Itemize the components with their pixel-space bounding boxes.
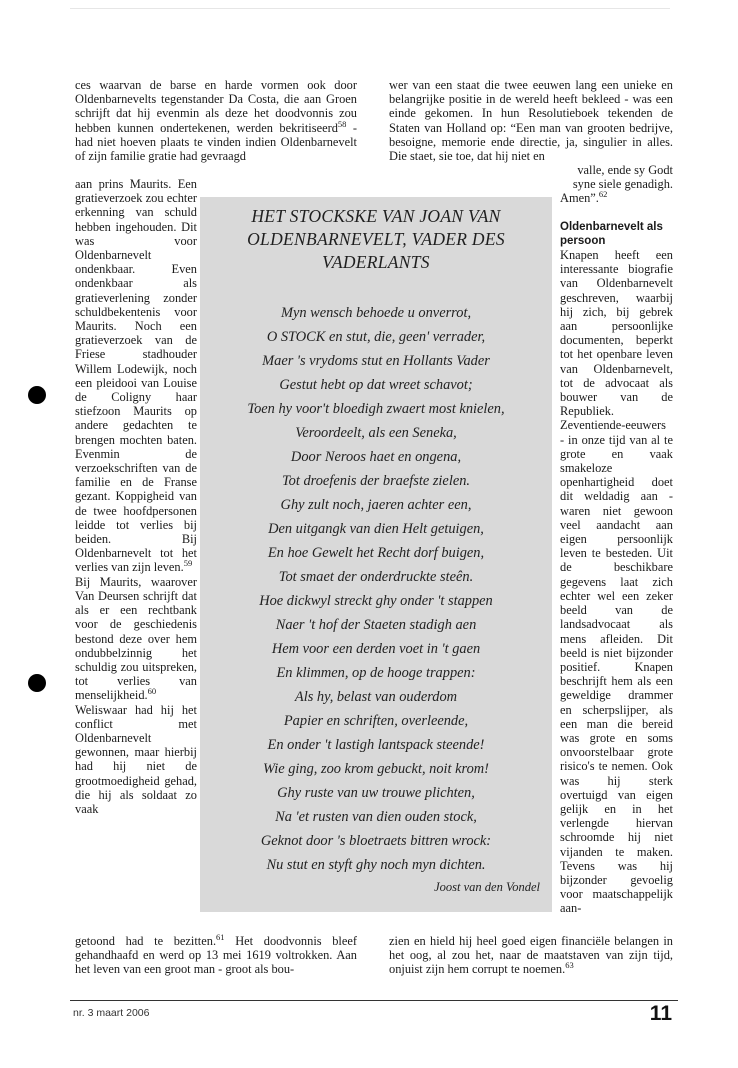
poem-lines (200, 301, 552, 877)
footnote-ref-61: 61 (216, 931, 225, 942)
poem-line: Ghy ruste van uw trouwe plichten, (277, 785, 475, 801)
poem-line: En klimmen, op de hooge trappen: (276, 665, 476, 681)
punch-hole (28, 386, 46, 404)
poem-line: Nu stut en styft ghy noch myn dichten. (266, 857, 486, 873)
poem-line: Na 'et rusten van dien ouden stock, (275, 809, 477, 825)
footnote-ref-62: 62 (598, 189, 608, 200)
top-edge-line (70, 8, 670, 9)
footnote-ref-63: 63 (565, 960, 574, 971)
poem-line: Ghy zult noch, jaeren achter een, (280, 497, 472, 513)
quote-end-line: valle, ende sy Godt (577, 163, 673, 177)
poem-line: Papier en schriften, overleende, (283, 713, 469, 729)
poem-line: Maer 's vrydoms stut en Hollants Vader (262, 353, 490, 369)
footnote-ref-58: 58 (337, 118, 347, 129)
poem-line: Geknot door 's bloetraets bittren wrock: (260, 833, 492, 849)
poem-line: Naer 't hof der Staeten stadigh aen (275, 617, 477, 633)
poem-author: Joost van den Vondel (434, 880, 540, 894)
poem-line: Myn wensch behoede u onverrot, (280, 305, 472, 321)
left-column-narrow (75, 177, 197, 816)
poem-line: Den uitgangk van dien Helt getuigen, (268, 521, 484, 537)
poem-line: Tot smaet der onderdruckte steên. (278, 569, 474, 585)
poem-title: HET STOCKSKE VAN JOAN VAN OLDENBARNEVELT, VADER DES VADERLANTS (247, 206, 505, 272)
footer-divider (70, 1000, 678, 1001)
right-column-narrow (560, 163, 673, 916)
poem-line: Tot droefenis der braefste zielen. (282, 473, 470, 489)
poem-line: En onder 't lastigh lantspack steende! (267, 737, 485, 753)
quote-end-line: syne siele genadigh. (572, 177, 673, 192)
punch-hole (28, 674, 46, 692)
poem-line: Wie ging, zoo krom gebuckt, noit krom! (263, 761, 489, 777)
issue-label: nr. 3 maart 2006 (73, 1007, 150, 1019)
bottom-left-text: getoond had te bezitten.$^{61}$ Het doodvonnis bleef gehandhaafd en werd op 13 mei 1619 voltrokken. Aan het leven van een groot man - groot als bou- (75, 931, 357, 977)
poem-line: Als hy, belast van ouderdom (294, 689, 458, 705)
right-column-top (389, 78, 673, 163)
poem-line: En hoe Gewelt het Recht dorf buigen, (267, 545, 485, 561)
paragraph-left-narrow: aan prins Maurits. Een gratieverzoek zou echter erkenning van schuld hebben ingehouden. Dit was voor Oldenbarnevelt ondenkbaar. Even ondenkbaar als gratieverlening zonder schuldbekentenis voor Maurits. Noch een gratieverzoek van de Friese stadhouder Willem Lodewijk, noch een pleidooi van Louise de Coligny haar stiefzoon Maurits op andere gedachten te brengen mochten baten. Evenmin de verzoekschriften van de familie en de Franse gezant. Koppigheid van de twee hoofdpersonen leidde tot verlies bij beiden. Bij Oldenbarnevelt tot het verlies van zijn leven.$^{59}$ (75, 177, 197, 575)
poem-line: Hoe dickwyl streckt ghy onder 't stappen (259, 593, 493, 609)
page-number: 11 (649, 1002, 672, 1025)
poem-line: Gestut hebt op dat wreet schavot; (279, 377, 473, 393)
poem-box (200, 197, 552, 912)
poem-line: O STOCK en stut, die, geen' verrader, (266, 329, 486, 345)
paragraph-left-top: ces waarvan de barse en harde vormen ook door Oldenbarnevelts tegenstander Da Costa, die aan Groen schrijft dat hij evenmin als deze het doodvonnis zou hebben kunnen ondertekenen, werden bekritiseerd$^{58}$ - had niet hoeven plaats te vinden indien Oldenbarnevelt of zijn familie gratie had gevraagd (75, 78, 357, 164)
left-column-top (75, 78, 357, 163)
paragraph-persoon: Knapen heeft een interessante biografie van Oldenbarnevelt geschreven, waarbij hij zich, bij gebrek aan persoonlijke documenten, beperkt tot het openbare leven van Oldenbarnevelt, tot de advocaat als bouwer van de Republiek. Zeventiende-eeuwers - in onze tijd van al te grote en vaak smakeloze openhartigheid doet dit weldadig aan - waren niet gewoon veel aandacht aan eigen persoonlijk leven te besteden. Uit de beschikbare gegevens laat zich echter wel een zeker beeld van de landsadvocaat als mens afleiden. Dit beeld is niet bijzonder positief. Knapen beschrijft hem als een geweldige drammer en scherpslijper, als een man die bereid was grote en soms onvoorstelbaar grote risico's te nemen. Ook was hij sterk overtuigd van eigen gelijk en in het verlengde hiervan schroomde hij niet vijanden te maken. Tevens was hij bijzonder gevoelig voor maatschappelijk aan- (560, 248, 673, 916)
footnote-ref-60: 60 (147, 686, 157, 697)
paragraph-maurits: Bij Maurits, waarover Van Deursen schrijft dat als er een rechtbank voor de geschiedenis bestond deze over hem ondubbelzinnig het schuldig zou uitspreken, tot verlies van menselijkheid.$^{60}$ Weliswaar had hij het conflict met Oldenbarnevelt gewonnen, maar hierbij had hij niet de grootmoedigheid gehad, die hij als soldaat zo vaak (75, 574, 197, 816)
bottom-right-text: zien en hield hij heel goed eigen financiële belangen in het oog, al zou het, naar de maatstaven van zijn tijd, onjuist zijn hem corrupt te noemen.$^{63}$ (389, 934, 673, 977)
poem-line: Veroordeelt, als een Seneka, (295, 425, 457, 441)
poem-line: Door Neroos haet en ongena, (290, 449, 462, 465)
footnote-ref-59: 59 (183, 558, 193, 569)
paragraph-right-top: wer van een staat die twee eeuwen lang een unieke en belangrijke positie in de wereld heeft bekleed - was een einde gekomen. In hun Resolutieboek tekenden de Staten van Holland op: “Een man van grooten bedrijve, besoigne, memorie ende directie, ja, singulier in alles. Die staet, sie toe, dat hij niet en (389, 78, 673, 164)
quote-end-line: Amen”.$^{62}$ (560, 189, 608, 206)
section-heading: Oldenbarnevelt als persoon (560, 220, 663, 247)
poem-line: Toen hy voor't bloedigh zwaert most knielen, (247, 401, 505, 417)
poem-line: Hem voor een derden voet in 't gaen (271, 641, 481, 657)
